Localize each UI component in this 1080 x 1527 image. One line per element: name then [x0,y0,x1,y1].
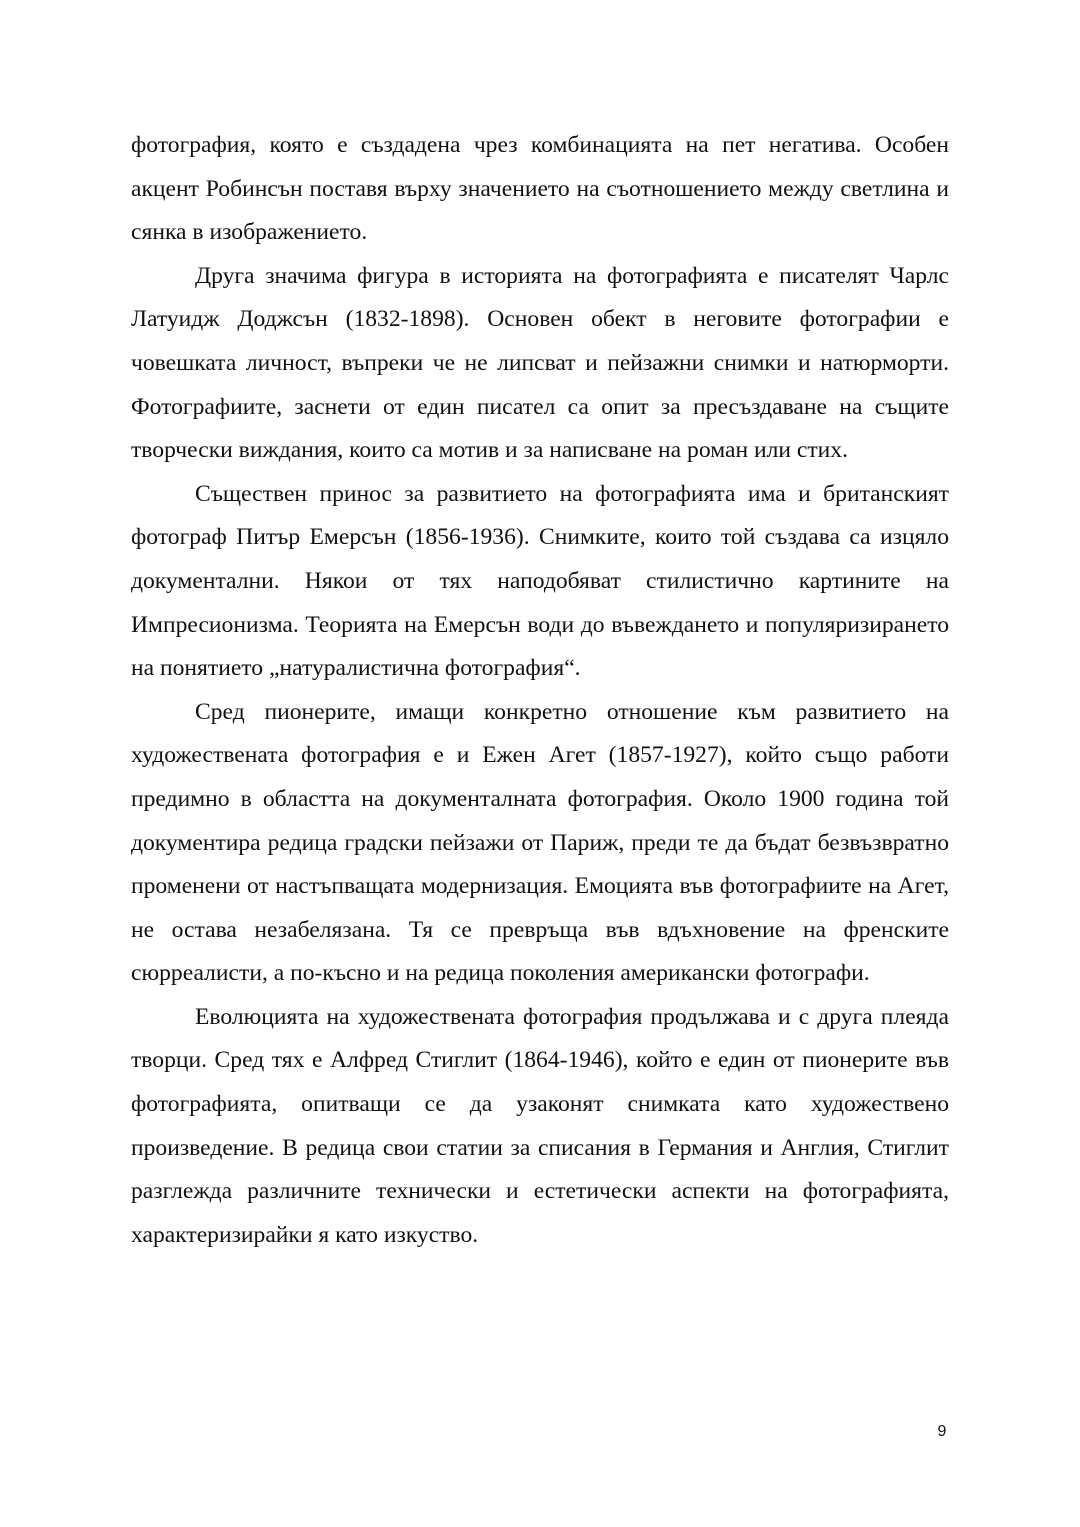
paragraph-dodgson: Друга значима фигура в историята на фотографията е писателят Чарлс Латуидж Доджсън (1832-1898). Основен обект в неговите фотографии е човешката личност, въпреки че не липсват и пейзажни снимки и натюрморти. Фотографиите, заснети от един писател са опит за пресъздаване на същите творчески виждания, които са мотив и за написване на роман или стих. [131,262,949,464]
body-text [131,124,949,1257]
paragraph-stieglitz: Еволюцията на художествената фотография продължава и с друга плеяда творци. Сред тях е Алфред Стиглит (1864-1946), който е един от пионерите във фотографията, опитващи се да узаконят снимката като художествено произведение. В редица свои статии за списания в Германия и Англия, Стиглит разглежда различните технически и естетически аспекти на фотографията, характеризирайки я като изкуство. [131,1003,949,1248]
paragraph-atget: Сред пионерите, имащи конкретно отношение към развитието на художествената фотография е и Ежен Агет (1857-1927), който също работи предимно в областта на документалната фотография. Около 1900 година той документира редица градски пейзажи от Париж, преди те да бъдат безвъзвратно променени от настъпващата модернизация. Емоцията във фотографиите на Агет, не остава незабелязана. Тя се превръща във вдъхновение на френските сюрреалисти, а по-късно и на редица поколения американски фотографи. [131,698,949,987]
paragraph-emerson: Съществен принос за развитието на фотографията има и британският фотограф Питър Емерсън (1856-1936). Снимките, които той създава са изцяло документални. Някои от тях наподобяват стилистично картините на Импресионизма. Теорията на Емерсън води до въвеждането и популяризирането на понятието „натуралистична фотография“. [131,480,949,682]
paragraph-continuation: фотография, която е създадена чрез комбинацията на пет негатива. Особен акцент Робинсън поставя върху значението на съотношението между светлина и сянка в изображението. [131,132,949,246]
page-number: 9 [937,1423,947,1440]
